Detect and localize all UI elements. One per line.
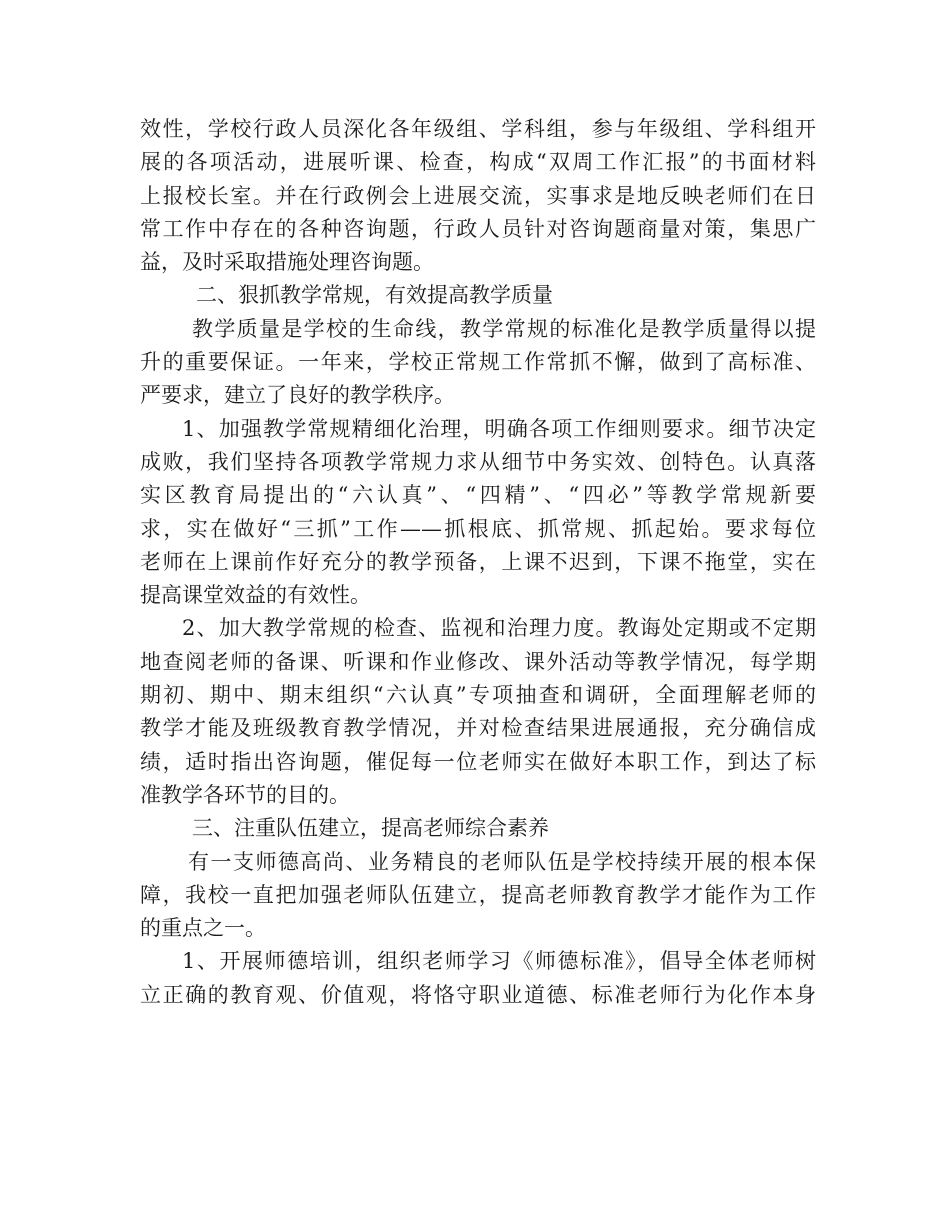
text-line: 教学质量是学校的生命线，教学常规的标准化是教学质量得以提 (192, 316, 816, 341)
text-line: 教学才能及班级教育教学情况，并对检查结果进展通报，充分确信成 (140, 716, 816, 741)
text-line: 2、加大教学常规的检查、监视和治理力度。教诲处定期或不定期 (182, 616, 816, 641)
text-line: 障，我校一直把加强老师队伍建立，提高老师教育教学才能作为工作 (140, 882, 816, 907)
text-line: 升的重要保证。一年来，学校正常规工作常抓不懈，做到了高标准、 (140, 350, 816, 375)
text-line: 地查阅老师的备课、听课和作业修改、课外活动等教学情况，每学期 (140, 649, 816, 674)
text-line: 1、开展师德培训，组织老师学习《师德标准》，倡导全体老师树 (182, 949, 816, 974)
text-line: 准教学各环节的目的。 (140, 782, 350, 807)
text-line: 立正确的教育观、价值观，将恪守职业道德、标准老师行为化作本身 (140, 982, 816, 1007)
text-line: 上报校长室。并在行政例会上进展交流，实事求是地反映老师们在日 (140, 183, 816, 208)
text-line: 求，实在做好“三抓”工作——抓根底、抓常规、抓起始。要求每位 (140, 516, 816, 541)
text-line: 1、加强教学常规精细化治理，明确各项工作细则要求。细节决定 (182, 416, 816, 441)
text-line: 有一支师德高尚、业务精良的老师队伍是学校持续开展的根本保 (188, 849, 816, 874)
text-line: 效性，学校行政人员深化各年级组、学科组，参与年级组、学科组开 (140, 117, 816, 141)
text-line: 常工作中存在的各种咨询题，行政人员针对咨询题商量对策，集思广 (140, 216, 816, 241)
section-heading: 二、狠抓教学常规，有效提高教学质量 (196, 283, 553, 308)
section-heading: 三、注重队伍建立，提高老师综合素养 (192, 816, 549, 841)
text-line: 绩，适时指出咨询题，催促每一位老师实在做好本职工作，到达了标 (140, 749, 816, 774)
text-line: 的重点之一。 (140, 916, 266, 941)
text-line: 实区教育局提出的“六认真”、“四精”、“四必”等教学常规新要 (140, 483, 816, 508)
text-line: 成败，我们坚持各项教学常规力求从细节中务实效、创特色。认真落 (140, 449, 816, 474)
text-line: 期初、期中、期末组织“六认真”专项抽查和调研，全面理解老师的 (140, 683, 816, 708)
text-line: 展的各项活动，进展听课、检查，构成“双周工作汇报”的书面材料 (140, 150, 816, 175)
text-line: 严要求，建立了良好的教学秩序。 (140, 383, 455, 408)
text-line: 益，及时采取措施处理咨询题。 (140, 250, 434, 275)
text-line: 提高课堂效益的有效性。 (140, 583, 371, 608)
text-line: 老师在上课前作好充分的教学预备，上课不迟到，下课不拖堂，实在 (140, 549, 816, 574)
document-body (140, 113, 816, 1012)
